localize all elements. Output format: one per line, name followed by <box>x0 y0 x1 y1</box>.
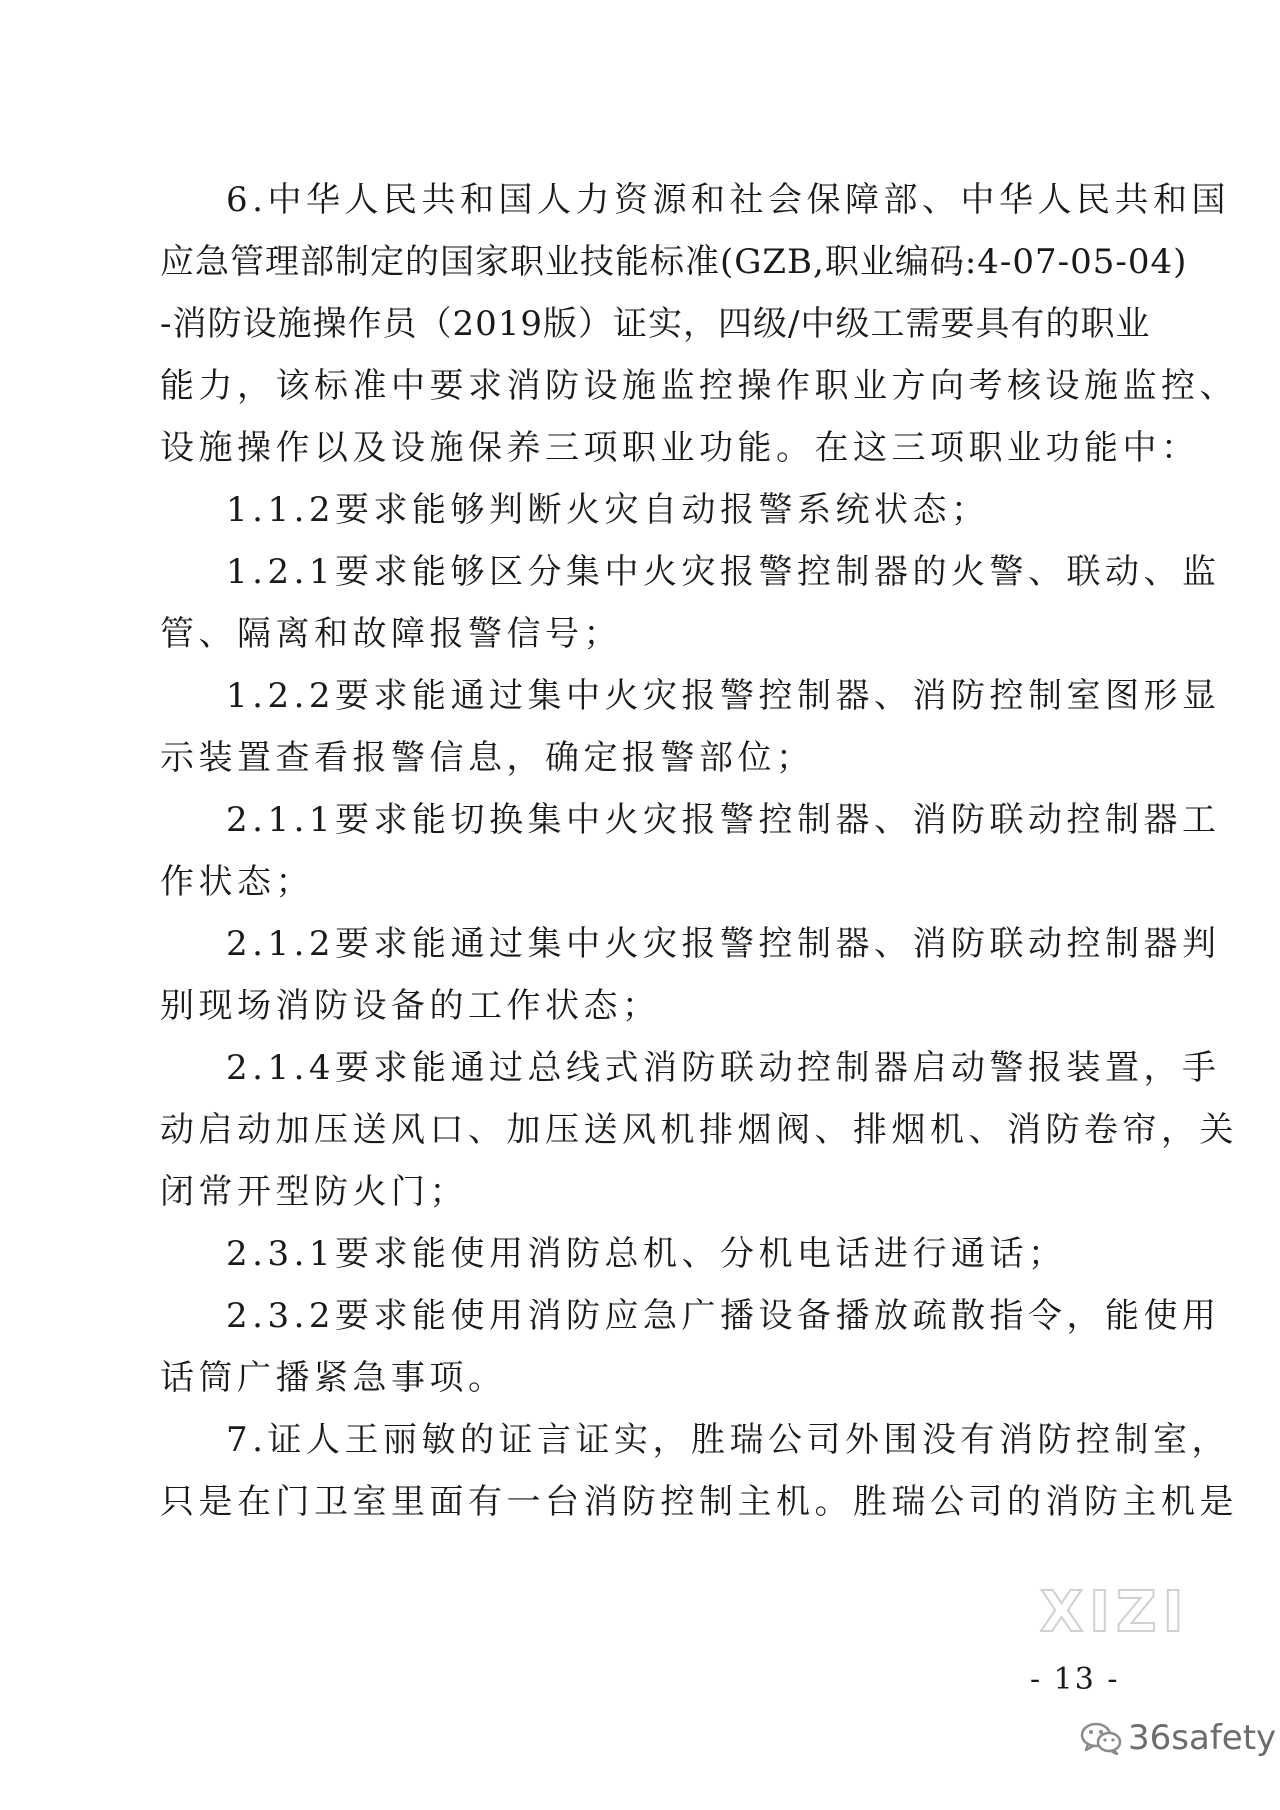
paragraph-line: 6.中华人民共和国人力资源和社会保障部、中华人民共和国 <box>226 180 1230 220</box>
paragraph-line: 2.1.4要求能通过总线式消防联动控制器启动警报装置，手 <box>226 1048 1221 1088</box>
wechat-watermark <box>1080 1718 1276 1758</box>
paragraph-line: 动启动加压送风口、加压送风机排烟阀、排烟机、消防卷帘，关 <box>160 1110 1238 1150</box>
paragraph-line: 示装置查看报警信息，确定报警部位； <box>160 738 815 778</box>
paragraph-line: 2.1.1要求能切换集中火灾报警控制器、消防联动控制器工 <box>226 800 1221 840</box>
site-logo-watermark: XIZI <box>1040 1580 1190 1645</box>
paragraph-line: 1.2.2要求能通过集中火灾报警控制器、消防控制室图形显 <box>226 676 1221 716</box>
paragraph-line: 7.证人王丽敏的证言证实，胜瑞公司外围没有消防控制室， <box>226 1420 1230 1460</box>
paragraph-line: 2.1.2要求能通过集中火灾报警控制器、消防联动控制器判 <box>226 924 1221 964</box>
paragraph-line: 应急管理部制定的国家职业技能标准(GZB,职业编码:4-07-05-04) <box>160 242 1188 282</box>
paragraph-line: 1.1.2要求能够判断火灾自动报警系统状态； <box>226 490 990 530</box>
page-number: - 13 - <box>1030 1662 1120 1697</box>
paragraph-line: 作状态； <box>160 862 314 902</box>
paragraph-line: 2.3.2要求能使用消防应急广播设备播放疏散指令，能使用 <box>226 1296 1221 1336</box>
paragraph-line: 设施操作以及设施保养三项职业功能。在这三项职业功能中： <box>160 428 1200 468</box>
paragraph-line: 1.2.1要求能够区分集中火灾报警控制器的火警、联动、监 <box>226 552 1221 592</box>
paragraph-line: 管、隔离和故障报警信号； <box>160 614 622 654</box>
paragraph-line: 只是在门卫室里面有一台消防控制主机。胜瑞公司的消防主机是 <box>160 1482 1238 1522</box>
paragraph-line: 别现场消防设备的工作状态； <box>160 986 661 1026</box>
wechat-account-name: 36safety <box>1128 1718 1277 1758</box>
paragraph-line: 能力，该标准中要求消防设施监控操作职业方向考核设施监控、 <box>160 366 1238 406</box>
wechat-icon <box>1080 1721 1122 1755</box>
paragraph-line: 闭常开型防火门； <box>160 1172 468 1212</box>
paragraph-line: 2.3.1要求能使用消防总机、分机电话进行通话； <box>226 1234 1067 1274</box>
paragraph-line: -消防设施操作员（2019版）证实，四级/中级工需要具有的职业 <box>160 304 1151 344</box>
paragraph-line: 话筒广播紧急事项。 <box>160 1358 507 1398</box>
